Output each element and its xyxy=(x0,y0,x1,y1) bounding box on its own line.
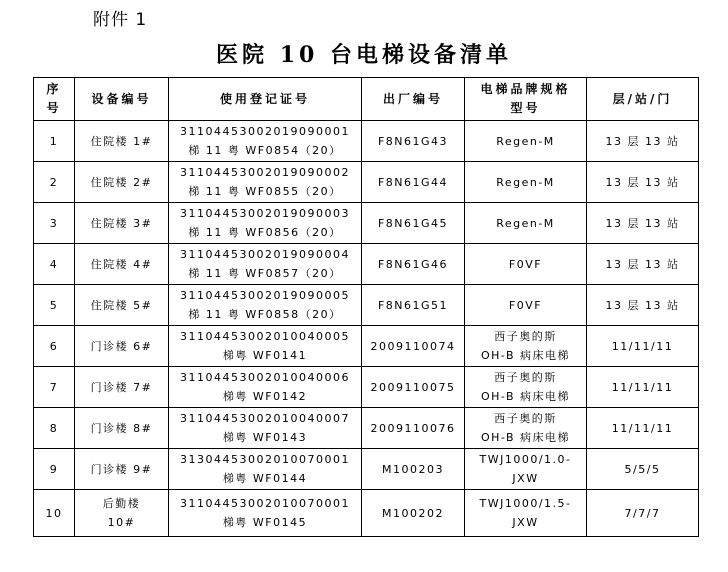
cell-factory-no: F8N61G43 xyxy=(362,121,465,162)
cell-factory-no: 2009110074 xyxy=(362,326,465,367)
reg-no-line: 31104453002010070001 xyxy=(180,497,350,510)
reg-no-line: 梯粤 WF0144 xyxy=(222,472,308,485)
attachment-label: 附件 1 xyxy=(93,10,148,30)
cell-seq: 4 xyxy=(34,244,75,285)
cell-device-no xyxy=(75,490,169,537)
reg-no-line: 31104453002019090001 xyxy=(180,125,350,138)
brand-model-line: Regen-M xyxy=(496,175,555,189)
cell-seq: 1 xyxy=(34,121,75,162)
header-device-no: 设备编号 xyxy=(75,78,169,121)
brand-model-line: 西子奥的斯 xyxy=(494,412,557,425)
reg-no-line: 梯粤 WF0145 xyxy=(222,516,308,529)
table-row xyxy=(34,408,699,449)
cell-factory-no: F8N61G44 xyxy=(362,162,465,203)
brand-model-line: Regen-M xyxy=(496,134,555,148)
cell-device-no xyxy=(75,244,169,285)
cell-floors: 11/11/11 xyxy=(587,326,699,367)
header-factory-no: 出厂编号 xyxy=(362,78,465,121)
header-brand-model xyxy=(465,78,587,121)
reg-no-line: 梯 11 粤 WF0855（20） xyxy=(188,185,342,198)
device-no-line: 住院楼 1# xyxy=(90,134,153,148)
cell-floors: 11/11/11 xyxy=(587,408,699,449)
cell-factory-no: F8N61G51 xyxy=(362,285,465,326)
cell-brand-model xyxy=(465,162,587,203)
cell-factory-no: M100202 xyxy=(362,490,465,537)
cell-device-no xyxy=(75,121,169,162)
reg-no-line: 31104453002010040005 xyxy=(180,330,350,343)
device-no-line: 住院楼 2# xyxy=(90,175,153,189)
cell-brand-model xyxy=(465,285,587,326)
cell-floors: 13 层 13 站 xyxy=(587,162,699,203)
cell-reg-no xyxy=(169,367,362,408)
cell-seq: 7 xyxy=(34,367,75,408)
device-no-line: 门诊楼 8# xyxy=(90,421,153,435)
cell-reg-no xyxy=(169,449,362,490)
cell-reg-no xyxy=(169,408,362,449)
table-row xyxy=(34,449,699,490)
reg-no-line: 梯粤 WF0141 xyxy=(222,349,308,362)
reg-no-line: 梯 11 粤 WF0858（20） xyxy=(188,308,342,321)
cell-reg-no xyxy=(169,490,362,537)
reg-no-line: 梯 11 粤 WF0856（20） xyxy=(188,226,342,239)
brand-model-line: Regen-M xyxy=(496,216,555,230)
cell-floors: 13 层 13 站 xyxy=(587,203,699,244)
cell-device-no xyxy=(75,326,169,367)
cell-device-no xyxy=(75,203,169,244)
cell-floors: 5/5/5 xyxy=(587,449,699,490)
header-reg-no: 使用登记证号 xyxy=(169,78,362,121)
cell-floors: 13 层 13 站 xyxy=(587,121,699,162)
cell-reg-no xyxy=(169,285,362,326)
cell-factory-no: 2009110075 xyxy=(362,367,465,408)
header-brand-model-line: 型号 xyxy=(510,101,541,115)
cell-floors: 13 层 13 站 xyxy=(587,244,699,285)
device-no-line: 门诊楼 7# xyxy=(90,380,153,394)
cell-brand-model xyxy=(465,490,587,537)
cell-brand-model xyxy=(465,244,587,285)
cell-seq: 8 xyxy=(34,408,75,449)
header-floors: 层/站/门 xyxy=(587,78,699,121)
header-seq-line: 号 xyxy=(46,101,62,115)
reg-no-line: 梯 11 粤 WF0854（20） xyxy=(188,144,342,157)
brand-model-line: OH-B 病床电梯 xyxy=(480,431,571,444)
cell-brand-model xyxy=(465,121,587,162)
cell-reg-no xyxy=(169,244,362,285)
cell-seq: 2 xyxy=(34,162,75,203)
reg-no-line: 梯粤 WF0143 xyxy=(222,431,308,444)
cell-seq: 5 xyxy=(34,285,75,326)
brand-model-line: JXW xyxy=(512,472,539,485)
device-no-line: 住院楼 5# xyxy=(90,298,153,312)
reg-no-line: 31104453002010040007 xyxy=(180,412,350,425)
cell-brand-model xyxy=(465,203,587,244)
cell-floors: 11/11/11 xyxy=(587,367,699,408)
brand-model-line: TWJ1000/1.5- xyxy=(479,497,572,510)
cell-factory-no: M100203 xyxy=(362,449,465,490)
cell-reg-no xyxy=(169,326,362,367)
brand-model-line: F0VF xyxy=(508,298,543,312)
table-row xyxy=(34,326,699,367)
device-no-line: 住院楼 3# xyxy=(90,216,153,230)
cell-floors: 7/7/7 xyxy=(587,490,699,537)
page-title: 医院 10 台电梯设备清单 xyxy=(216,42,512,68)
cell-seq: 9 xyxy=(34,449,75,490)
cell-brand-model xyxy=(465,367,587,408)
reg-no-line: 31104453002019090003 xyxy=(180,207,350,220)
reg-no-line: 31104453002019090005 xyxy=(180,289,350,302)
cell-factory-no: 2009110076 xyxy=(362,408,465,449)
brand-model-line: TWJ1000/1.0- xyxy=(479,453,572,466)
cell-brand-model xyxy=(465,326,587,367)
cell-device-no xyxy=(75,449,169,490)
table-row xyxy=(34,285,699,326)
cell-device-no xyxy=(75,367,169,408)
brand-model-line: F0VF xyxy=(508,257,543,271)
table-row xyxy=(34,490,699,537)
cell-reg-no xyxy=(169,203,362,244)
cell-brand-model xyxy=(465,408,587,449)
table-row xyxy=(34,244,699,285)
header-brand-model-line: 电梯品牌规格 xyxy=(480,82,571,96)
cell-floors: 13 层 13 站 xyxy=(587,285,699,326)
cell-seq: 6 xyxy=(34,326,75,367)
table-row xyxy=(34,203,699,244)
cell-seq: 10 xyxy=(34,490,75,537)
brand-model-line: OH-B 病床电梯 xyxy=(480,390,571,403)
device-no-line: 住院楼 4# xyxy=(90,257,153,271)
table-header-row xyxy=(34,78,699,121)
cell-device-no xyxy=(75,408,169,449)
table-row xyxy=(34,162,699,203)
cell-brand-model xyxy=(465,449,587,490)
table-row xyxy=(34,367,699,408)
brand-model-line: JXW xyxy=(512,516,539,529)
cell-factory-no: F8N61G45 xyxy=(362,203,465,244)
device-no-line: 10# xyxy=(107,516,136,529)
cell-seq: 3 xyxy=(34,203,75,244)
reg-no-line: 梯 11 粤 WF0857（20） xyxy=(188,267,342,280)
header-seq-line: 序 xyxy=(46,82,62,96)
reg-no-line: 31104453002019090004 xyxy=(180,248,350,261)
cell-factory-no: F8N61G46 xyxy=(362,244,465,285)
cell-device-no xyxy=(75,162,169,203)
table-row xyxy=(34,121,699,162)
brand-model-line: 西子奥的斯 xyxy=(494,371,557,384)
reg-no-line: 31304453002010070001 xyxy=(180,453,350,466)
reg-no-line: 31104453002019090002 xyxy=(180,166,350,179)
brand-model-line: OH-B 病床电梯 xyxy=(480,349,571,362)
device-no-line: 门诊楼 9# xyxy=(90,462,153,476)
cell-reg-no xyxy=(169,162,362,203)
header-seq xyxy=(34,78,75,121)
elevator-list-table xyxy=(33,77,699,537)
reg-no-line: 梯粤 WF0142 xyxy=(222,390,308,403)
cell-device-no xyxy=(75,285,169,326)
device-no-line: 后勤楼 xyxy=(102,497,141,510)
reg-no-line: 31104453002010040006 xyxy=(180,371,350,384)
device-no-line: 门诊楼 6# xyxy=(90,339,153,353)
brand-model-line: 西子奥的斯 xyxy=(494,330,557,343)
cell-reg-no xyxy=(169,121,362,162)
